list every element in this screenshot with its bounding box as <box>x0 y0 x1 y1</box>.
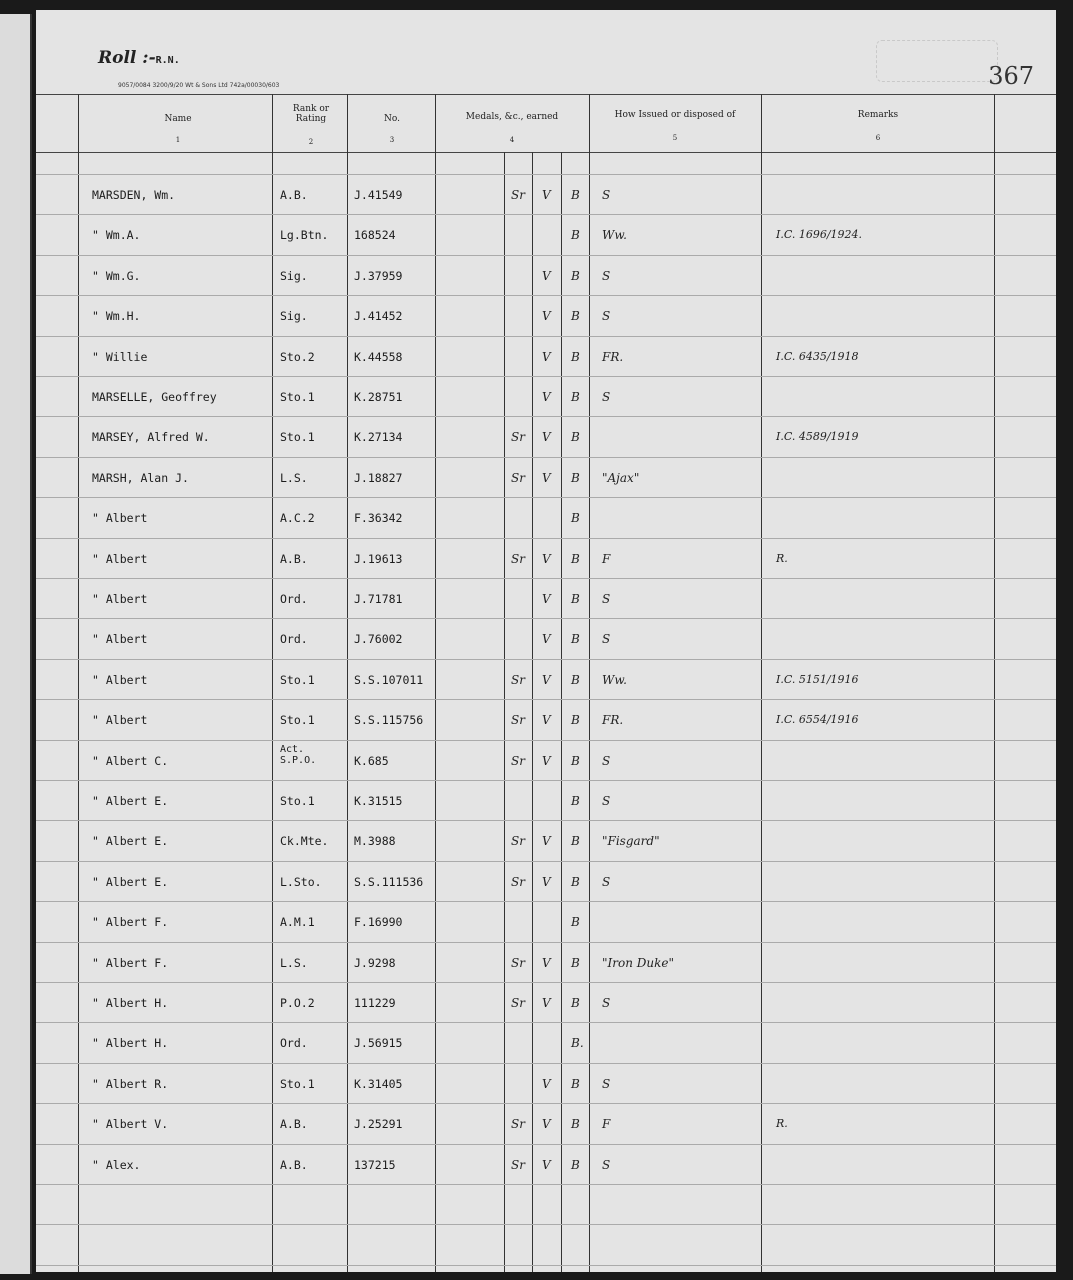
entry-rank: Sig. <box>280 268 308 283</box>
medal-star: Sr <box>511 996 525 1010</box>
ruled-line <box>36 740 1056 741</box>
medal-british: B <box>571 1157 580 1172</box>
medal-star: Sr <box>511 1157 525 1172</box>
medal-victory: V <box>542 349 551 364</box>
medal-british: B <box>571 672 580 687</box>
ruled-line <box>36 1103 1056 1104</box>
entry-number: M.3988 <box>354 834 396 849</box>
entry-rank: A.B. <box>280 1157 308 1172</box>
col-rule <box>994 94 995 1272</box>
col-name-header: Name <box>164 114 192 124</box>
entry-name: " Wm.H. <box>92 309 141 324</box>
col-rank-label: Rank or Rating <box>292 104 330 124</box>
medal-victory: V <box>542 632 551 647</box>
entry-rank: A.B. <box>280 188 308 202</box>
medal-british: B <box>571 349 580 364</box>
col-rank-num: 2 <box>308 138 314 146</box>
entry-number: F.36342 <box>354 511 403 526</box>
ruled-line <box>36 214 1056 215</box>
entry-issued: "Fisgard" <box>602 834 660 849</box>
entry-remark: I.C. 5151/1916 <box>776 672 859 686</box>
roll-label: Roll :- <box>98 48 156 68</box>
entry-name: " Wm.A. <box>92 228 141 243</box>
entry-number: K.27134 <box>354 430 403 445</box>
entry-issued: "Ajax" <box>602 470 640 485</box>
entry-rank: Sto.1 <box>280 1076 315 1091</box>
entry-rank: Sig. <box>280 309 308 324</box>
entry-issued: S <box>602 1157 611 1172</box>
entry-number: J.41549 <box>354 188 403 202</box>
entry-rank: Ord. <box>280 632 308 647</box>
medal-victory: V <box>542 551 551 566</box>
entry-issued: S <box>602 996 611 1010</box>
ruled-line <box>36 901 1056 902</box>
entry-issued: S <box>602 268 611 283</box>
ruled-line <box>36 295 1056 296</box>
ruled-line <box>36 942 1056 943</box>
medal-british: B <box>571 390 580 404</box>
medal-victory: V <box>542 390 551 404</box>
entry-rank: Sto.2 <box>280 349 315 364</box>
entry-rank: L.S. <box>280 955 308 970</box>
entry-issued: "Iron Duke" <box>602 955 675 970</box>
entry-name: " Albert <box>92 632 148 647</box>
entry-issued: Ww. <box>602 228 627 243</box>
entry-name: MARSEY, Alfred W. <box>92 430 210 445</box>
entry-number: J.76002 <box>354 632 403 647</box>
entry-name: " Albert E. <box>92 874 169 889</box>
entry-issued: FR. <box>602 713 624 728</box>
col-no-header: No. <box>384 114 400 124</box>
entry-number: K.28751 <box>354 390 403 404</box>
medal-british: B <box>571 228 580 243</box>
ruled-line <box>36 861 1056 862</box>
entry-issued: S <box>602 592 611 606</box>
medal-victory: V <box>542 430 551 445</box>
col-rule <box>272 94 273 1272</box>
entry-rank: Ord. <box>280 592 308 606</box>
entry-number: K.31515 <box>354 794 403 808</box>
medal-british: B <box>571 188 580 202</box>
entry-remark: I.C. 6554/1916 <box>776 713 859 727</box>
stamp-mark <box>876 40 998 82</box>
col-remarks-num: 6 <box>875 134 881 142</box>
entry-number: J.56915 <box>354 1036 403 1051</box>
roll-title <box>98 48 180 68</box>
entry-issued: FR. <box>602 349 624 364</box>
entry-number: K.44558 <box>354 349 403 364</box>
entry-name: MARSDEN, Wm. <box>92 188 176 202</box>
ruled-line <box>36 1063 1056 1064</box>
col-rule <box>435 94 436 1272</box>
medal-star: Sr <box>511 672 525 687</box>
entry-number: S.S.115756 <box>354 713 424 728</box>
entry-name: " Albert <box>92 672 148 687</box>
medal-star: Sr <box>511 955 525 970</box>
col-issued-num: 5 <box>672 134 678 142</box>
medal-victory: V <box>542 874 551 889</box>
ruled-line <box>36 699 1056 700</box>
col-rule <box>589 94 590 1272</box>
medal-victory: V <box>542 672 551 687</box>
entry-number: J.19613 <box>354 551 403 566</box>
ruled-line <box>36 780 1056 781</box>
ruled-line <box>36 578 1056 579</box>
entry-number: J.37959 <box>354 268 403 283</box>
entry-number: J.9298 <box>354 955 396 970</box>
medal-british: B <box>571 955 580 970</box>
medal-british: B <box>571 753 580 768</box>
medal-victory: V <box>542 996 551 1010</box>
medal-star: Sr <box>511 874 525 889</box>
col-medals-num: 4 <box>509 136 515 144</box>
entry-issued: S <box>602 632 611 647</box>
entry-remark: I.C. 1696/1924. <box>776 228 863 242</box>
entry-issued: S <box>602 753 611 768</box>
entry-number: S.S.107011 <box>354 672 424 687</box>
entry-rank: Sto.1 <box>280 672 315 687</box>
medal-victory: V <box>542 309 551 324</box>
entry-name: " Albert <box>92 713 148 728</box>
col-medals-header: Medals, &c., earned <box>465 112 559 122</box>
ruled-line <box>36 659 1056 660</box>
entry-issued: S <box>602 390 611 404</box>
medal-british: B <box>571 430 580 445</box>
medal-star: Sr <box>511 713 525 728</box>
ruled-line <box>36 1144 1056 1145</box>
medal-british: B <box>571 713 580 728</box>
ruled-line <box>36 1022 1056 1023</box>
medal-star: Sr <box>511 470 525 485</box>
entry-name: " Wm.G. <box>92 268 141 283</box>
page-number: 367 <box>988 62 1034 90</box>
ruled-line <box>36 336 1056 337</box>
entry-issued: S <box>602 1076 611 1091</box>
medal-star: Sr <box>511 551 525 566</box>
previous-page-edge <box>0 14 32 1274</box>
medal-victory: V <box>542 955 551 970</box>
entry-remark: R. <box>776 1117 788 1131</box>
medal-star: Sr <box>511 753 525 768</box>
entry-issued: S <box>602 188 611 202</box>
entry-name: " Alex. <box>92 1157 141 1172</box>
col-rule <box>347 94 348 1272</box>
col-issued-header: How Issued or disposed of <box>614 110 736 120</box>
medal-british: B <box>571 1076 580 1091</box>
medal-victory: V <box>542 753 551 768</box>
printer-line: 9057/0084 3200/9/20 Wt & Sons Ltd 742a/00030/603 <box>118 82 280 89</box>
entry-name: " Albert <box>92 551 148 566</box>
medal-british: B <box>571 1117 580 1132</box>
medal-victory: V <box>542 268 551 283</box>
entry-rank: A.M.1 <box>280 915 315 930</box>
entry-rank: Lg.Btn. <box>280 228 329 243</box>
medal-british: B <box>571 874 580 889</box>
entry-number: K.31405 <box>354 1076 403 1091</box>
entry-rank: L.Sto. <box>280 874 322 889</box>
medal-british: B <box>571 996 580 1010</box>
entry-name: " Albert F. <box>92 955 169 970</box>
entry-name: MARSH, Alan J. <box>92 470 189 485</box>
medal-star: Sr <box>511 834 525 849</box>
ruled-line <box>36 982 1056 983</box>
entry-remark: I.C. 4589/1919 <box>776 430 859 444</box>
entry-number: F.16990 <box>354 915 403 930</box>
col-rule <box>761 94 762 1272</box>
entry-name: " Albert <box>92 592 148 606</box>
medal-victory: V <box>542 834 551 849</box>
ruled-line <box>36 255 1056 256</box>
entry-number: 137215 <box>354 1157 396 1172</box>
entry-name: " Albert E. <box>92 794 169 808</box>
col-rank-header <box>274 104 348 124</box>
entry-rank: Sto.1 <box>280 713 315 728</box>
medal-british: B <box>571 592 580 606</box>
ruled-line <box>36 1224 1056 1225</box>
entry-name: MARSELLE, Geoffrey <box>92 390 217 404</box>
entry-name: " Albert H. <box>92 996 169 1010</box>
entry-rank: Sto.1 <box>280 390 315 404</box>
medal-british: B <box>571 794 580 808</box>
medal-victory: V <box>542 713 551 728</box>
medal-british: B. <box>571 1036 584 1051</box>
entry-number: J.71781 <box>354 592 403 606</box>
entry-issued: S <box>602 309 611 324</box>
entry-name: " Albert F. <box>92 915 169 930</box>
entry-name: " Albert R. <box>92 1076 169 1091</box>
medal-victory: V <box>542 470 551 485</box>
entry-issued: S <box>602 794 611 808</box>
medal-victory: V <box>542 592 551 606</box>
medal-star: Sr <box>511 1117 525 1132</box>
ruled-line <box>36 618 1056 619</box>
entry-issued: S <box>602 874 611 889</box>
ruled-line <box>36 820 1056 821</box>
entry-rank: A.B. <box>280 1117 308 1132</box>
entry-rank: L.S. <box>280 470 308 485</box>
col-remarks-header: Remarks <box>857 110 899 120</box>
medal-british: B <box>571 632 580 647</box>
col-rule <box>78 94 79 1272</box>
ruled-line <box>36 497 1056 498</box>
entry-rank: Sto.1 <box>280 430 315 445</box>
medal-victory: V <box>542 188 551 202</box>
header-bottom-rule <box>36 152 1056 153</box>
entry-rank: Ck.Mte. <box>280 834 329 849</box>
entry-number: J.41452 <box>354 309 403 324</box>
ruled-line <box>36 457 1056 458</box>
medal-star: Sr <box>511 430 525 445</box>
entry-rank: Sto.1 <box>280 794 315 808</box>
medal-victory: V <box>542 1157 551 1172</box>
entry-name: " Willie <box>92 349 148 364</box>
entry-issued: F <box>602 1117 611 1132</box>
roll-sub: R.N. <box>155 55 180 66</box>
col-no-num: 3 <box>389 136 395 144</box>
medal-british: B <box>571 268 580 283</box>
medal-british: B <box>571 915 580 930</box>
entry-name: " Albert E. <box>92 834 169 849</box>
entry-remark: I.C. 6435/1918 <box>776 349 859 363</box>
medal-british: B <box>571 551 580 566</box>
medal-victory: V <box>542 1117 551 1132</box>
entry-number: K.685 <box>354 753 389 768</box>
entry-remark: R. <box>776 551 788 565</box>
entry-issued: F <box>602 551 611 566</box>
entry-rank: A.C.2 <box>280 511 315 526</box>
ruled-line <box>36 416 1056 417</box>
roll-page <box>36 10 1056 1272</box>
ruled-line <box>36 538 1056 539</box>
entry-rank: Act. S.P.O. <box>280 743 317 766</box>
entry-number: 168524 <box>354 228 396 243</box>
ruled-line <box>36 1265 1056 1266</box>
entry-name: " Albert C. <box>92 753 169 768</box>
medal-british: B <box>571 511 580 526</box>
entry-number: J.25291 <box>354 1117 403 1132</box>
medal-british: B <box>571 834 580 849</box>
medal-victory: V <box>542 1076 551 1091</box>
entry-number: S.S.111536 <box>354 874 424 889</box>
ruled-line <box>36 376 1056 377</box>
entry-number: J.18827 <box>354 470 403 485</box>
entry-rank: A.B. <box>280 551 308 566</box>
entry-number: 111229 <box>354 996 396 1010</box>
entry-rank: P.O.2 <box>280 996 315 1010</box>
col-name-num: 1 <box>175 136 181 144</box>
ruled-line <box>36 174 1056 175</box>
ruled-line <box>36 1184 1056 1185</box>
entry-name: " Albert V. <box>92 1117 169 1132</box>
header-top-rule <box>36 94 1056 95</box>
medal-star: Sr <box>511 188 525 202</box>
medal-british: B <box>571 309 580 324</box>
medal-british: B <box>571 470 580 485</box>
entry-name: " Albert H. <box>92 1036 169 1051</box>
entry-name: " Albert <box>92 511 148 526</box>
entry-rank: Ord. <box>280 1036 308 1051</box>
entry-issued: Ww. <box>602 672 627 687</box>
